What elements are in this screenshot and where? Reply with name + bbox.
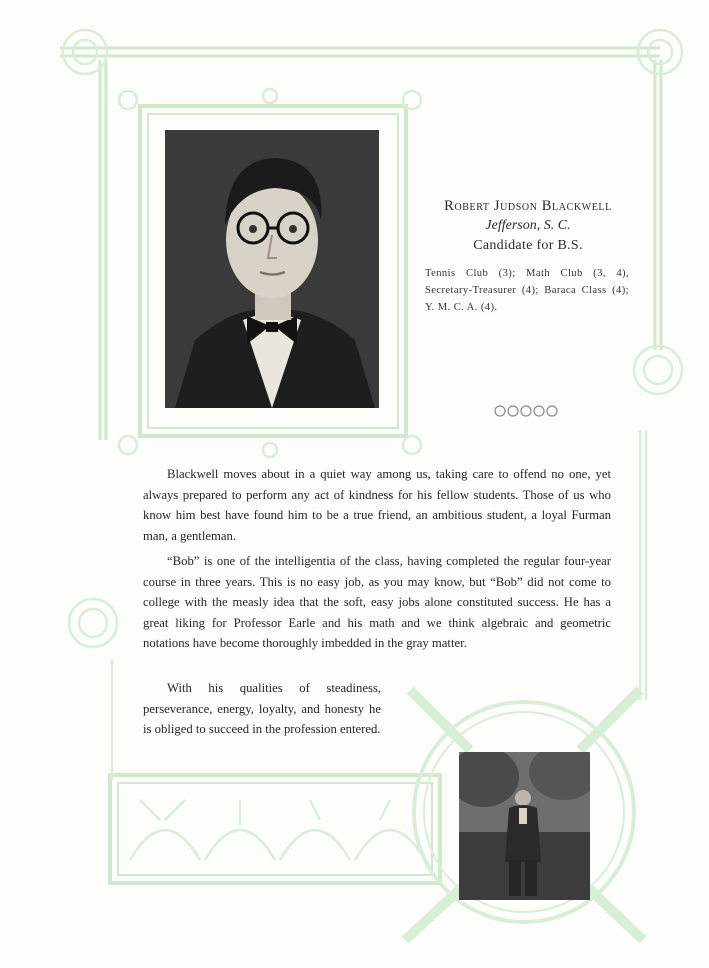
student-degree: Candidate for B.S. bbox=[473, 238, 583, 253]
flourish-ornament bbox=[493, 404, 559, 418]
student-hometown: Jefferson, S. C. bbox=[485, 218, 571, 233]
body-paragraph-2: “Bob” is one of the intelligentia of the class, having completed the regular four-year course in three years. This is no easy job, as you may know, but “Bob” did not come to college with the measly idea that the soft, easy jobs alone constituted success. He has a great liking for Professor Earle and his math and we think algebraic and geometric notations have become thoroughly imbedded in the gray matter. bbox=[143, 554, 611, 650]
student-name: Robert Judson Blackwell bbox=[444, 198, 612, 214]
body-paragraph-1: Blackwell moves about in a quiet way among us, taking care to offend no one, yet always prepared to perform any act of kindness for his fellow students. Those of us who know him best have found him to be a true friend, an ambitious student, a loyal Furman man, a gentleman. bbox=[143, 467, 611, 543]
body-paragraph-3: With his qualities of steadiness, perseverance, energy, loyalty, and honesty he is obliged to succeed in the profession entered. bbox=[143, 681, 381, 736]
portrait-photo bbox=[165, 130, 379, 408]
student-activities: Tennis Club (3); Math Club (3, 4), Secretary-Treasurer (4); Baraca Class (4); Y. M. C. A. (4). bbox=[425, 268, 629, 313]
standing-photo bbox=[459, 752, 590, 900]
student-info bbox=[418, 198, 638, 254]
